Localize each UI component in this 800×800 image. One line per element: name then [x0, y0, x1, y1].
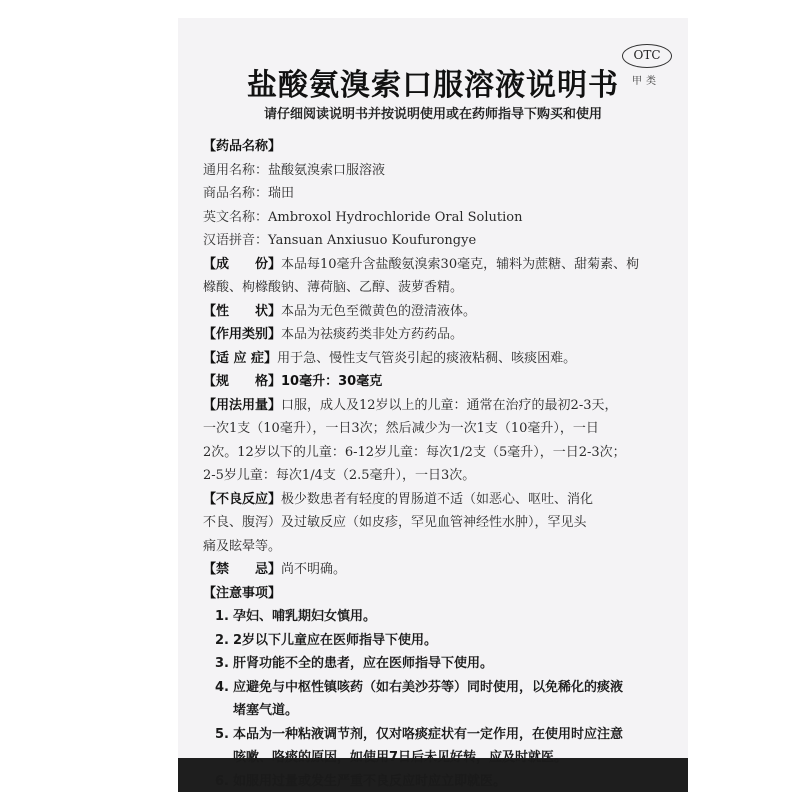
indications-text: 用于急、慢性支气管炎引起的痰液粘稠、咳痰困难。 — [277, 350, 577, 366]
list-item-number: 3. — [215, 656, 229, 671]
list-item-number: 5. — [215, 726, 229, 742]
precautions-list — [203, 605, 663, 793]
specification-text: 10毫升：30毫克 — [281, 374, 383, 389]
contraindications-row — [203, 558, 663, 582]
description-row — [203, 300, 663, 324]
composition-heading: 【成 份】 — [203, 256, 282, 272]
pinyin-row — [203, 229, 663, 253]
trade-name-value: 瑞田 — [268, 186, 295, 201]
specification-row — [203, 370, 663, 394]
composition-row — [203, 253, 663, 277]
leaflet-body — [203, 135, 663, 793]
list-item — [203, 723, 663, 747]
precautions-heading: 【注意事项】 — [203, 585, 282, 601]
dosage-line-4: 2-5岁儿童：每次1/4支（2.5毫升），一日3次。 — [203, 468, 476, 483]
pinyin-value: Yansuan Anxiusuo Koufurongye — [268, 233, 477, 248]
list-item — [203, 676, 663, 700]
dosage-line-2: 一次1支（10毫升），一日3次；然后减少为一次1支（10毫升），一日 — [203, 421, 599, 436]
list-item-text: 如服用过量或发生严重不良反应时应立即就医。 — [233, 773, 507, 789]
category-text: 本品为祛痰药类非处方药药品。 — [281, 327, 464, 342]
document-title: 盐酸氨溴索口服溶液说明书 — [247, 68, 619, 103]
contraindications-text: 尚不明确。 — [281, 562, 347, 577]
list-item-text: 肝肾功能不全的患者，应在医师指导下使用。 — [233, 656, 494, 671]
category-row — [203, 323, 663, 347]
list-item-text: 应避免与中枢性镇咳药（如右美沙芬等）同时使用，以免稀化的痰液 — [233, 679, 624, 695]
list-item-text: 孕妇、哺乳期妇女慎用。 — [233, 609, 377, 624]
specification-heading: 【规 格】 — [203, 374, 282, 389]
dosage-text: 口服，成人及12岁以上的儿童：通常在治疗的最初2-3天， — [281, 397, 618, 413]
generic-name-label: 通用名称： — [203, 162, 269, 178]
list-item-continued: 咳嗽、咯痰的原因，如使用7日后未见好转，应及时就医。 — [233, 750, 568, 765]
list-item-number: 6. — [215, 773, 229, 789]
category-heading: 【作用类别】 — [203, 327, 282, 342]
otc-category: 甲类 — [632, 76, 660, 87]
contraindications-heading: 【禁 忌】 — [203, 562, 282, 577]
generic-name-value: 盐酸氨溴索口服溶液 — [268, 162, 386, 178]
list-item-number: 4. — [215, 679, 229, 695]
document-subtitle: 请仔细阅读说明书并按说明使用或在药师指导下购买和使用 — [263, 107, 602, 122]
list-item — [203, 605, 663, 629]
otc-badge: OTC — [622, 44, 672, 68]
trade-name-row — [203, 182, 663, 206]
english-name-label: 英文名称： — [203, 209, 269, 225]
indications-row — [203, 347, 663, 371]
composition-text: 本品每10毫升含盐酸氨溴索30毫克，辅料为蔗糖、甜菊素、枸 — [281, 256, 640, 272]
adverse-text: 极少数患者有轻度的胃肠道不适（如恶心、呕吐、消化 — [281, 491, 594, 507]
list-item-text: 2岁以下儿童应在医师指导下使用。 — [233, 632, 438, 648]
list-item — [203, 770, 663, 794]
pinyin-label: 汉语拼音： — [203, 233, 269, 248]
description-text: 本品为无色至微黄色的澄清液体。 — [281, 303, 477, 319]
composition-continued: 橼酸、枸橼酸钠、薄荷脑、乙醇、菠萝香精。 — [203, 280, 464, 295]
drug-name-heading: 【药品名称】 — [203, 139, 282, 154]
adverse-row — [203, 488, 663, 512]
adverse-heading: 【不良反应】 — [203, 491, 282, 507]
english-name-value: Ambroxol Hydrochloride Oral Solution — [268, 209, 523, 225]
list-item-number: 2. — [215, 632, 229, 648]
dosage-line-3: 2次。12岁以下的儿童：6-12岁儿童：每次1/2支（5毫升），一日2-3次； — [203, 444, 626, 460]
adverse-line-2: 不良、腹泻）及过敏反应（如皮疹，罕见血管神经性水肿），罕见头 — [203, 515, 587, 530]
list-item-continued: 堵塞气道。 — [233, 703, 299, 718]
dosage-row — [203, 394, 663, 418]
list-item-text: 本品为一种粘液调节剂，仅对咯痰症状有一定作用，在使用时应注意 — [233, 726, 624, 742]
indications-heading: 【适 应 症】 — [203, 350, 278, 366]
english-name-row — [203, 206, 663, 230]
adverse-line-3: 痛及眩晕等。 — [203, 538, 282, 554]
list-item-number: 1. — [215, 609, 229, 624]
generic-name-row — [203, 159, 663, 183]
dosage-heading: 【用法用量】 — [203, 397, 282, 413]
list-item — [203, 652, 663, 676]
description-heading: 【性 状】 — [203, 303, 282, 319]
list-item — [203, 629, 663, 653]
trade-name-label: 商品名称： — [203, 186, 269, 201]
